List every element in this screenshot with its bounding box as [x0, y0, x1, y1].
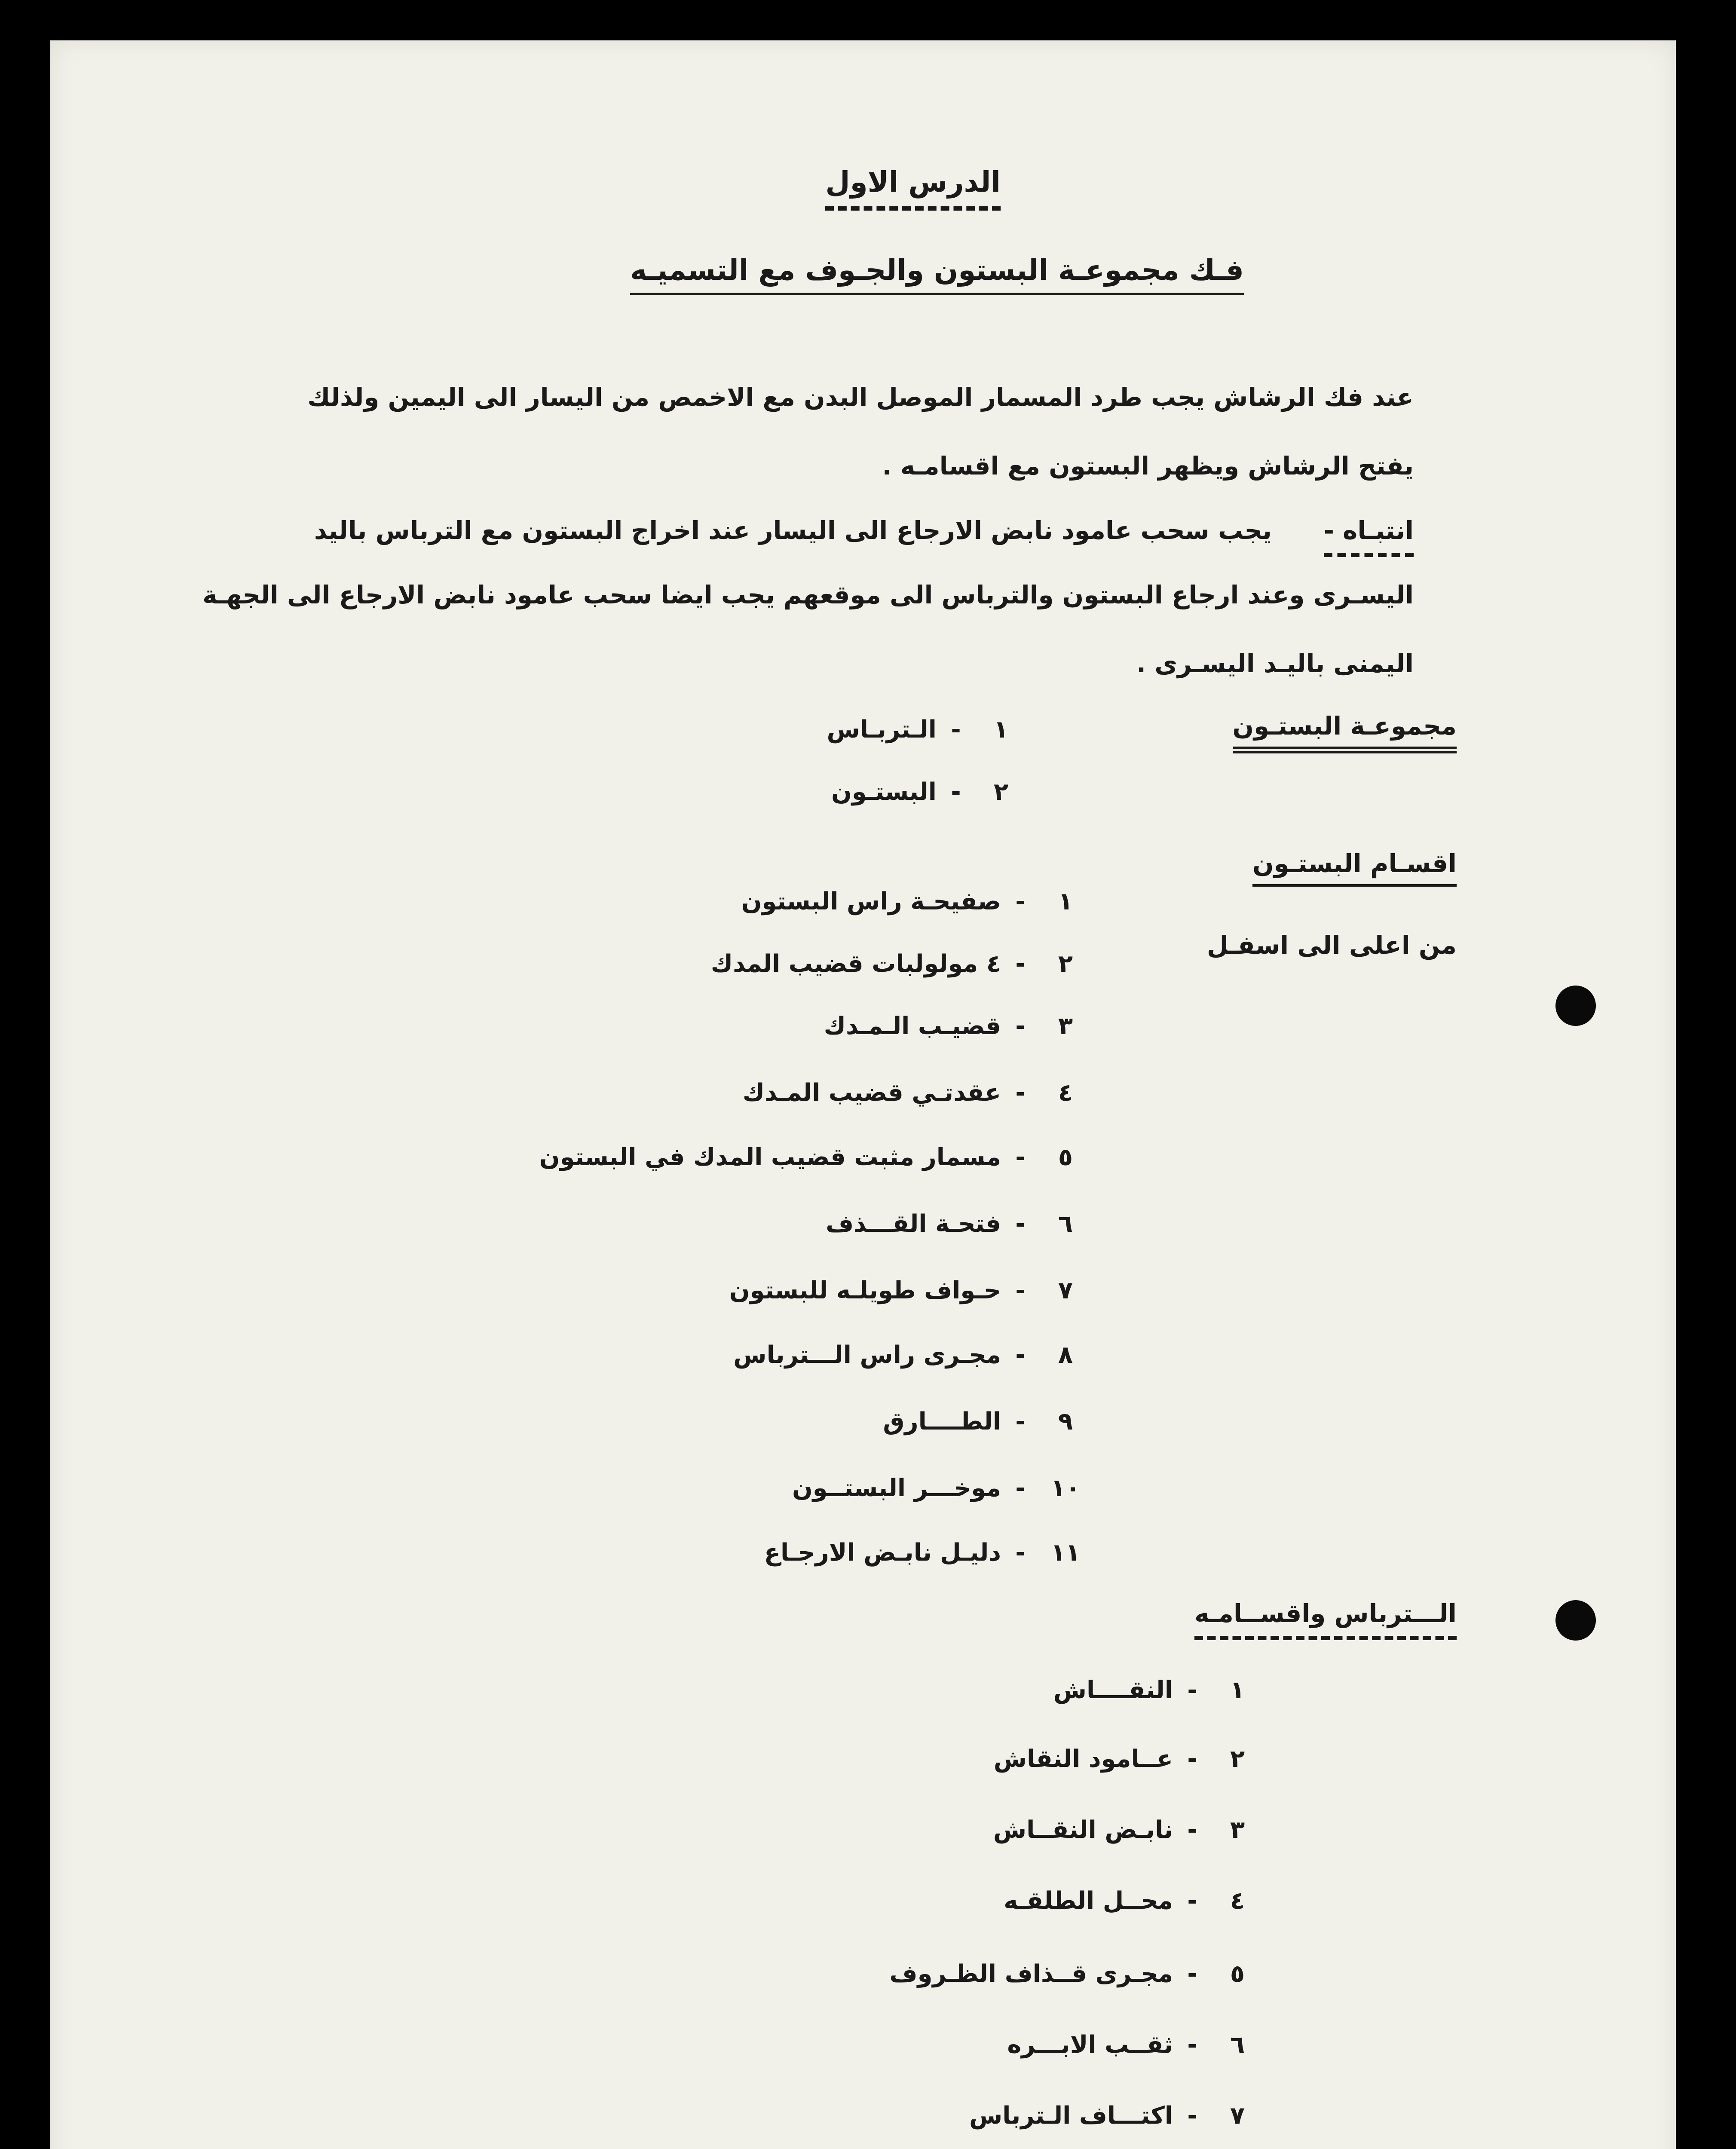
punch-hole-bottom — [1555, 1600, 1596, 1641]
piston-part-item: ١١-دليـل نابـض الارجـاع — [764, 1539, 1081, 1567]
page-subtitle: فـك مجموعـة البستون والجـوف مع التسميـه — [630, 254, 1244, 295]
piston-part-item: ٣-قضيـب الـمـدك — [824, 1012, 1073, 1040]
bolt-part-item: ٢-عــامود النقاش — [993, 1745, 1245, 1773]
warning-label: انتبـاه - — [1324, 516, 1414, 557]
bolt-part-item: ٣-نابـض النقــاش — [993, 1816, 1245, 1844]
bolt-part-item: ٧-اكتـــاف الـترباس — [969, 2102, 1245, 2130]
warning-line-3: اليمنى باليـد اليسـرى . — [1136, 649, 1414, 678]
warning-line-1: يجب سحب عامود نابض الارجاع الى اليسار عند اخراج البستون مع الترباس باليد — [314, 516, 1272, 545]
piston-part-item: ٦-فتحـة القـــذف — [826, 1210, 1073, 1238]
bolt-part-item: ٦-ثقــب الابـــره — [1007, 2031, 1245, 2059]
bolt-part-item: ٤-محــل الطلقـه — [1004, 1887, 1245, 1915]
bolt-part-item: ٥-مجـرى قــذاف الظـروف — [889, 1960, 1245, 1988]
group-heading: مجموعـة البستـون — [1233, 711, 1457, 753]
piston-part-item: ٩-الطــــارق — [883, 1408, 1073, 1436]
warning-line-2: اليسـرى وعند ارجاع البستون والترباس الى موقعهم يجب ايضا سحب عامود نابض الارجاع الى الجهـة — [202, 580, 1414, 609]
piston-part-item: ٧-حـواف طويلـه للبستون — [729, 1277, 1073, 1304]
bolt-parts-heading: الـــترباس واقســامـه — [1194, 1599, 1457, 1640]
piston-part-item: ١٠-موخـــر البستــون — [792, 1474, 1081, 1502]
punch-hole-top — [1555, 986, 1596, 1026]
group-item: ١-الـتربـاس — [827, 716, 1009, 744]
bolt-part-item: ١-النقــــاش — [1053, 1676, 1245, 1704]
piston-part-item: ٨-مجـرى راس الـــترباس — [733, 1341, 1073, 1369]
piston-part-item: ١-صفيحـة راس البستون — [741, 888, 1073, 915]
page-title: الدرس الاول — [825, 165, 1001, 211]
intro-line-2: يفتح الرشاش ويظهر البستون مع اقسامـه . — [882, 451, 1414, 481]
piston-part-item: ٢-٤ مولولبات قضيب المدك — [710, 950, 1073, 978]
group-item: ٢-البستـون — [831, 778, 1009, 806]
piston-part-item: ٤-عقدتـي قضيب المـدك — [742, 1079, 1073, 1107]
piston-part-item: ٥-مسمار مثبت قضيب المدك في البستون — [539, 1143, 1073, 1171]
piston-parts-heading: اقسـام البستـون — [1252, 849, 1457, 887]
piston-parts-note: من اعلى الى اسفـل — [1206, 931, 1457, 960]
intro-line-1: عند فك الرشاش يجب طرد المسمار الموصل البدن مع الاخمص من اليسار الى اليمين ولذلك — [307, 383, 1414, 412]
